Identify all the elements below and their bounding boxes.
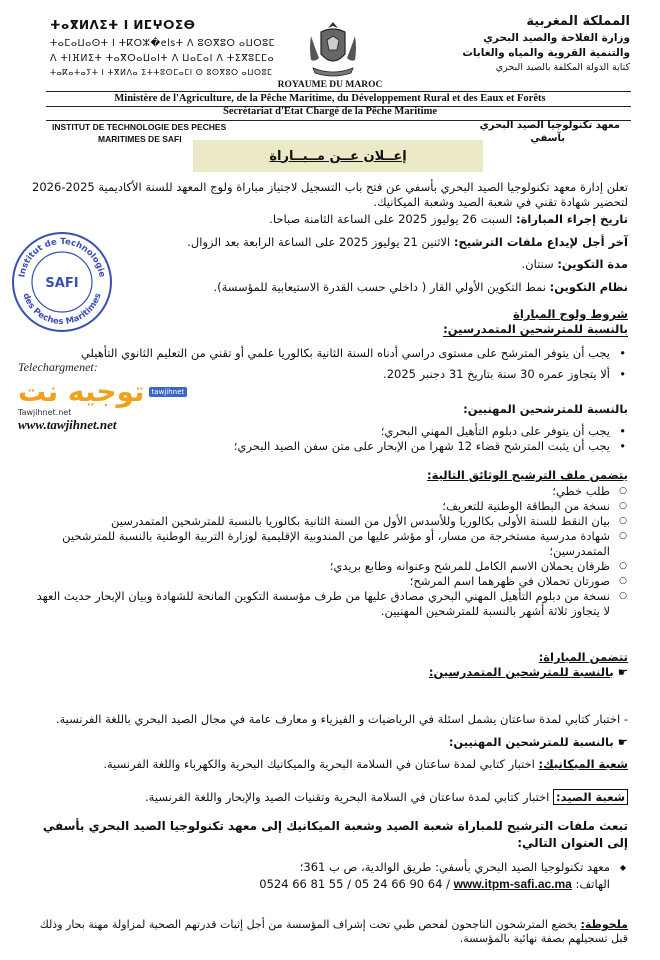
duration-value: سنتان. xyxy=(521,257,554,271)
conditions-title: شروط ولوج المباراة xyxy=(513,307,628,321)
tifinagh-line-1: ⵜⴰⴳⵍⴷⵉⵜ ⵏ ⵍⵎⵖⵔⵉⴱ xyxy=(50,18,196,32)
training-system-line xyxy=(28,280,628,295)
stamp-top-text: Institut de Technologie xyxy=(17,236,107,279)
institute-french-line-2: MARITIMES DE SAFI xyxy=(98,134,182,144)
exam-prof-label-row xyxy=(449,735,628,749)
arabic-ministry-line-1: وزارة الفلاحة والصيد البحري xyxy=(483,32,630,44)
duration-line xyxy=(28,257,628,272)
exam-contents-title: تتضمن المباراة: xyxy=(538,650,628,664)
fishing-line xyxy=(28,790,628,805)
note-text: يخضع المترشحون الناجحون لفحص طبي تحت إشراف المؤسسة من أجل إثبات قدرتهم الصحية لمزاولة مهنة بحار وذلك قبل تسجيلهم بصفة نهائية بالمؤسسة. xyxy=(39,918,628,945)
arabic-ministry-line-2: والتنمية القروية والمياه والغابات xyxy=(462,47,630,59)
list-item: ○ صورتان تحملان في ظهرهما اسم المرشح؛ xyxy=(28,574,628,589)
institute-arabic-line-1: معهد تكنولوجيا الصيد البحري xyxy=(479,120,620,131)
kingdom-french: ROYAUME DU MAROC xyxy=(277,80,383,90)
exam-date-label: تاريخ إجراء المباراة: xyxy=(515,212,628,226)
institute-arabic-line-2: بآسفي xyxy=(530,133,565,144)
watermark-small-text: Telechargmenet: xyxy=(18,360,98,374)
professionals-label: بالنسبة للمترشحين المهنيين: xyxy=(463,402,628,416)
mechanics-line xyxy=(28,757,628,772)
training-system-value: نمط التكوين الأولي القار ( داخلي حسب القدرة الاستيعابية للمؤسسة). xyxy=(213,280,546,294)
watermark-logo: توجيه نت xyxy=(18,375,145,408)
address-line: ◆ معهد تكنولوجيا الصيد البحري بأسفي: طريق الوالدية، ص ب 361؛ xyxy=(28,860,628,875)
list-item: ○ بيان النقط للسنة الأولى بكالوريا وللأسدس الأول من السنة الثانية بكالوريا بالنسبة للمترشحين المتمدرسين xyxy=(28,514,628,529)
institute-stamp-icon xyxy=(10,230,114,334)
phone-label: الهاتف: xyxy=(575,877,610,891)
exam-date-value: السبت 26 يوليوز 2025 على الساعة الثامنة صباحا. xyxy=(269,212,513,226)
intro-paragraph: تعلن إدارة معهد تكنولوجيا الصيد البحري بأسفي عن فتح باب التسجيل لاجتياز مباراة ولوج المعهد للسنة الأكاديمية 2025-2026 لتحضير شهادة تقني في شعبة الصيد وشعبة الميكانيك. xyxy=(32,180,628,209)
note-label: ملحوظة: xyxy=(580,918,628,931)
list-item: ○ نسخة من البطاقة الوطنية للتعريف؛ xyxy=(28,499,628,514)
exam-date-line xyxy=(28,212,628,227)
announcement-banner xyxy=(193,140,483,172)
list-item: • ألا يتجاوز عمره 30 سنة بتاريخ 31 دجنبر 2025. xyxy=(28,367,628,382)
documents-list xyxy=(28,484,628,619)
institute-french-line-1: INSTITUT DE TECHNOLOGIE DES PECHES xyxy=(52,122,227,132)
letterhead xyxy=(0,0,660,144)
tifinagh-line-2: ⵜⴰⵎⴰⵡⴰⵙⵜ ⵏ ⵜⴽⵔⵣ�elsⵜ ⴷ ⵓⵙⴳⵓⵔ ⴰⵡⵔⵓⵎ xyxy=(50,38,276,49)
watermark-sub: Tawjihnet.net xyxy=(18,408,72,417)
exam-prof-label: بالنسبة للمترشحين المهنيين: xyxy=(448,735,614,749)
students-label: بالنسبة للمترشحين المتمدرسين: xyxy=(443,322,628,336)
contact-line: الهاتف: 0524 66 81 55 / 05 24 66 90 64 / www.itpm-safi.ac.ma xyxy=(259,877,610,891)
coat-of-arms-icon xyxy=(305,18,361,80)
deadline-value: الاثنين 21 يوليوز 2025 على الساعة الرابعة بعد الزوال. xyxy=(187,235,451,249)
list-item: ○ ظرفان يحملان الاسم الكامل للمرشح وعنوانه وطابع بريدي؛ xyxy=(28,559,628,574)
mechanics-text: اختبار كتابي لمدة ساعتان في السلامة البحرية والميكانيك البحرية والكهرباء واللغة الفرنسية. xyxy=(103,757,535,771)
ministry-french: Ministère de l'Agriculture, de la Pêche Maritime, du Développement Rural et des Eaux et Forêts xyxy=(114,93,546,104)
stamp-center-text: SAFI xyxy=(45,276,79,291)
list-item: ○ طلب خطي؛ xyxy=(28,484,628,499)
announcement-title: إعــلان عــن مــبــاراة xyxy=(269,148,407,164)
mechanics-label: شعبة الميكانيك: xyxy=(538,757,628,771)
arabic-secretariat: كتابة الدولة المكلفة بالصيد البحري xyxy=(495,62,630,73)
documents-title: يتضمن ملف الترشيح الوثائق التالية: xyxy=(427,468,628,482)
hand-pointer-icon: ☛ xyxy=(617,665,628,679)
list-item: ○ نسخة من دبلوم التأهيل المهني البحري مصادق عليها من طرف مؤسسة التكوين المانحة للشهادة وبيان الإبحار حديث العهد لا يتجاوز ثلاثة أشهر بالنسبة للمترشحين المهنيين. xyxy=(28,589,628,619)
professionals-conditions-list xyxy=(28,424,628,454)
watermark-url: www.tawjihnet.net xyxy=(18,417,117,432)
watermark-logo-tag: tawjihnet xyxy=(149,387,188,397)
list-item: • يجب أن يتوفر على دبلوم التأهيل المهني البحري؛ xyxy=(28,424,628,439)
header-divider-1 xyxy=(46,91,631,92)
hand-pointer-icon: ☛ xyxy=(617,735,628,749)
students-conditions-list xyxy=(28,346,628,382)
tifinagh-line-4: ⵜⴰⴽⴰⵜⴰⵢⵜ ⵏ ⵜⴳⵍⴷⴰ ⵉⵜⵜⵓⵙⵎⴰⵎⵏ ⵙ ⵓⵙⴳⵓⵔ ⴰⵡⵔⵓⵎ xyxy=(50,68,273,77)
send-instructions: تبعث ملفات الترشيح للمباراة شعبة الصيد وشعبة الميكانيك إلى معهد تكنولوجيا الصيد البحري بأسفي إلى العنوان التالي: xyxy=(42,819,628,850)
exam-students-label: بالنسبة للمترشحين المتمدرسين: xyxy=(428,665,614,679)
deadline-line xyxy=(28,235,628,250)
note-paragraph xyxy=(28,918,628,946)
duration-label: مدة التكوين: xyxy=(557,257,628,271)
deadline-label: آخر أجل لإيداع ملفات الترشيح: xyxy=(453,235,628,249)
exam-students-text: - اختبار كتابي لمدة ساعتان يشمل اسئلة في الرياضيات و الفيزياء و معارف عامة في مجال الصيد البحري باللغة الفرنسية. xyxy=(55,712,628,726)
stamp-bottom-text: des Peches Maritimes xyxy=(20,291,104,328)
training-system-label: نظام التكوين: xyxy=(549,280,628,294)
website-link[interactable]: www.itpm-safi.ac.ma xyxy=(453,877,572,891)
phone-numbers: 0524 66 81 55 / 05 24 66 90 64 xyxy=(259,877,443,891)
list-item: • يجب أن يثبت المترشح قضاء 12 شهرا من الإبحار على متن سفن الصيد البحري؛ xyxy=(28,439,628,454)
secretariat-french: Secrétariat d'Etat Chargé de la Pêche Maritime xyxy=(222,106,437,117)
list-item: • يجب أن يتوفر المترشح على مستوى دراسي أدناه السنة الثانية بكالوريا علمي أو تقني من التعليم الثانوي التأهيلي xyxy=(28,346,628,361)
fishing-text: اختبار كتابي لمدة ساعتان في السلامة البحرية وتقنيات الصيد والإبحار واللغة الفرنسية. xyxy=(145,790,550,804)
list-item: ○ شهادة مدرسية مستخرجة من مسار، أو مؤشر عليها من المندوبية الإقليمية لوزارة التربية الوطنية بالنسبة للمترشحين المتمدرسين؛ xyxy=(28,529,628,559)
fishing-label: شعبة الصيد: xyxy=(553,789,628,805)
tifinagh-line-3: ⴷ ⵜⵏⴼⵍⵉⵜ ⵜⴰⴳⵔⴰⵡⴰⵏⵜ ⴷ ⵡⴰⵎⴰⵏ ⴷ ⵜⵉⴳⵓⵎⵎⴰ xyxy=(50,53,275,64)
exam-students-label-row xyxy=(429,665,628,679)
address-list xyxy=(28,860,628,875)
arabic-kingdom: المملكة المغربية xyxy=(526,14,630,29)
